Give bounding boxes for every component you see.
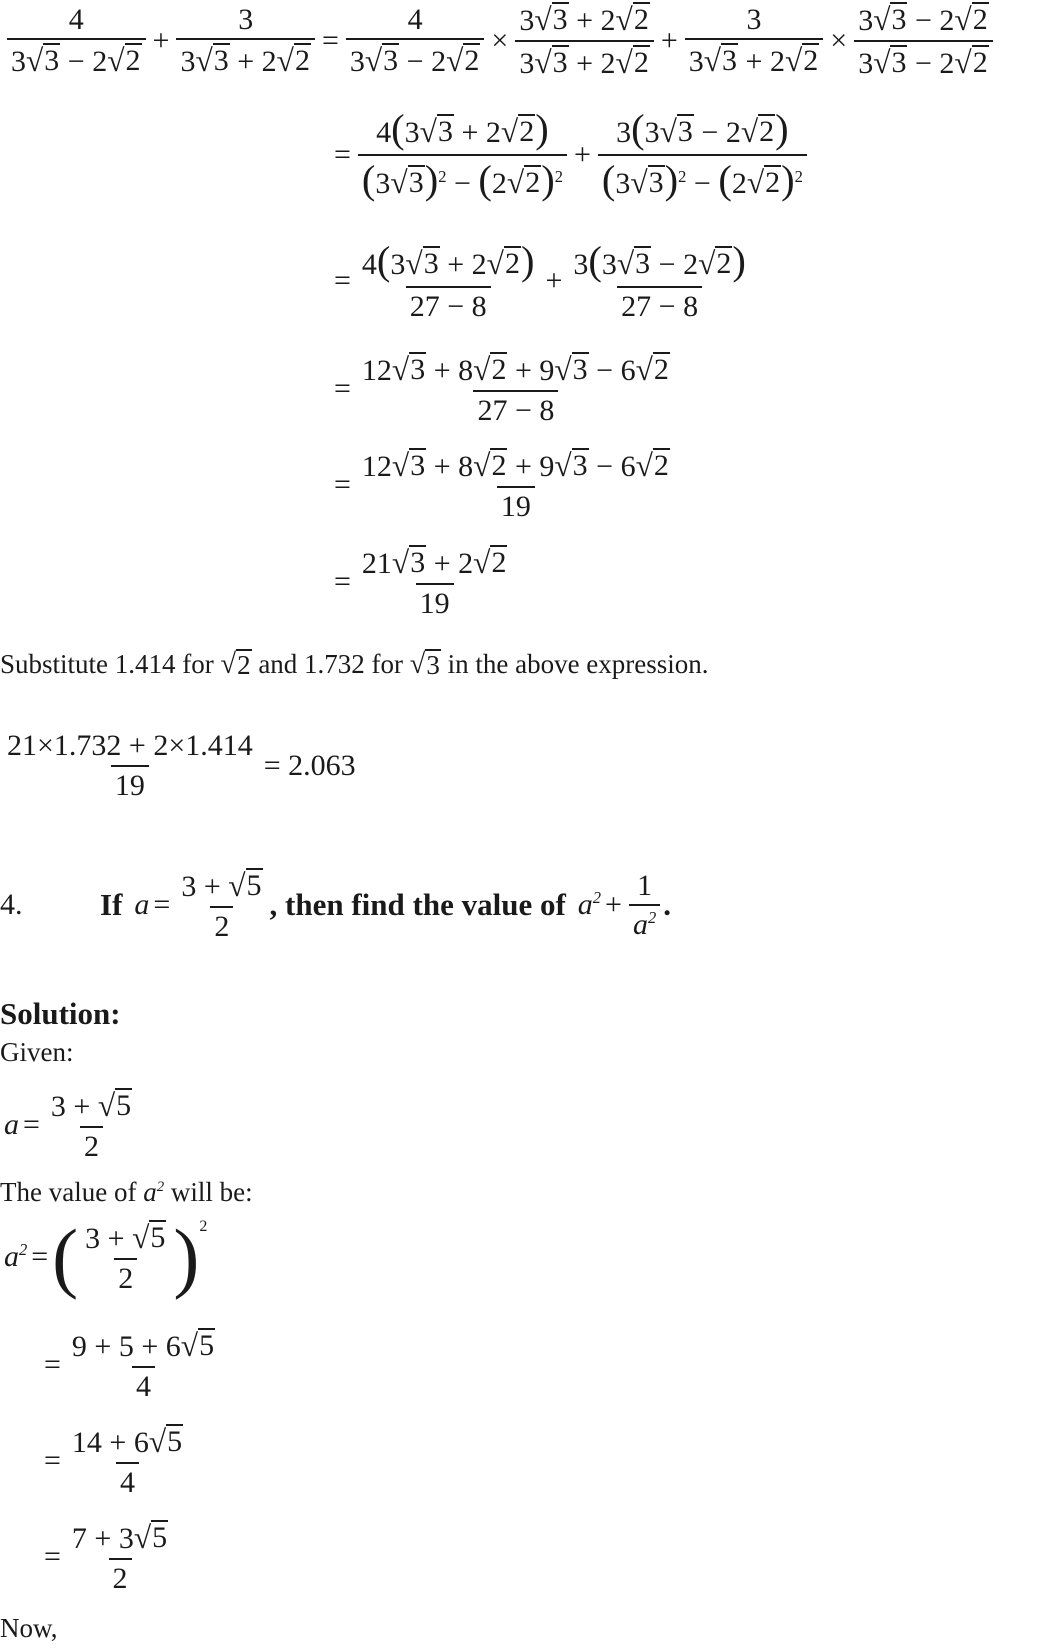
fraction: 4(3 √ 3 + 2 √ 2 ) 27 − 8 bbox=[361, 238, 535, 323]
a-squared-step-4: = 7 + 3 √ 5 2 bbox=[40, 1520, 175, 1594]
fraction: 3 3 √ 3 + 2 √ 2 bbox=[176, 4, 315, 78]
fraction: $\frac{1}{a^2}$ bbox=[629, 870, 660, 941]
question-4: 4. If a = 3 + √ 5 2 , then find the value of $a^2$ + $\frac{1}{a^2}$ . bbox=[0, 868, 671, 943]
fraction: 12 √ 3 + 8 √ 2 + 9 √ 3 − 6 √ 2 19 bbox=[361, 448, 669, 523]
now-label: Now, bbox=[0, 1613, 58, 1643]
fraction: 4 3 √ 3 − 2 √ 2 bbox=[7, 4, 146, 78]
question-number: 4. bbox=[0, 888, 23, 921]
fraction: $\frac{21\times 1.732 + 2\times 1.414}{19}$ bbox=[7, 729, 253, 802]
value-of-a-squared-text: The value of $a^2$ will be: bbox=[0, 1177, 253, 1207]
times-sign: × bbox=[491, 23, 509, 57]
equation-line-6: = 21 √ 3 + 2 √ 2 19 bbox=[330, 545, 514, 619]
equation-line-5: = 12 √ 3 + 8 √ 2 + 9 √ 3 − 6 √ 2 19 bbox=[330, 448, 677, 522]
equation-line-4: = 12 √ 3 + 8 √ 2 + 9 √ 3 − 6 √ 2 27 − 8 bbox=[330, 352, 677, 426]
substitute-paragraph: Substitute 1.414 for √ 2 and 1.732 for √ 3 in the above expression. bbox=[0, 649, 709, 680]
fraction: 21 √ 3 + 2 √ 2 19 bbox=[361, 545, 507, 620]
a-squared-step-1: $a^2$ = ( 3 + √ 5 2 ) 2 bbox=[4, 1213, 208, 1300]
equation-line-1: 4 3 √ 3 − 2 √ 2 + 3 3 √ 3 + 2 √ 2 = 4 3 √ 3 − 2 √ 2 × 3 √ 3 + 2 √ 2 3 √ 3 + 2 √ 2 + 3 3 √ 3 + 2 √ 2 × 3 √ 3 − 2 √ 2 3 √ 3 − 2 √ 2 bbox=[4, 2, 996, 79]
fraction: 3 √ 3 + 2 √ 2 3 √ 3 + 2 √ 2 bbox=[515, 2, 654, 79]
equals-sign: = bbox=[321, 23, 339, 57]
fraction: 3(3 √ 3 − 2 √ 2 ) (3 √ 3 )$^2$ − (2 √ 2 )$^2$ bbox=[598, 108, 807, 201]
fraction: 9 + 5 + 6 √ 5 4 bbox=[71, 1328, 215, 1403]
fraction: 7 + 3 √ 5 2 bbox=[71, 1520, 168, 1595]
fraction: 12 √ 3 + 8 √ 2 + 9 √ 3 − 6 √ 2 27 − 8 bbox=[361, 352, 669, 427]
fraction: 4(3 √ 3 + 2 √ 2 ) (3 √ 3 )$^2$ − (2 √ 2 )$^2$ bbox=[358, 108, 567, 201]
fraction: 3 + √ 5 2 bbox=[181, 868, 262, 943]
a-squared-step-3: = 14 + 6 √ 5 4 bbox=[40, 1424, 190, 1498]
plus-sign: + bbox=[152, 23, 170, 57]
solution-heading: Solution: bbox=[0, 996, 121, 1031]
equation-line-2: = 4(3 √ 3 + 2 √ 2 ) (3 √ 3 )$^2$ − (2 √ 2 )$^2$ + 3(3 √ 3 − 2 √ 2 ) (3 √ 3 )$^2$ − (2 √ 2 )$^2$ bbox=[330, 108, 810, 201]
given-label: Given: bbox=[0, 1037, 74, 1067]
fraction: 3 3 √ 3 + 2 √ 2 bbox=[685, 4, 824, 78]
fraction: 3 + √ 5 2 bbox=[50, 1088, 132, 1163]
fraction: 14 + 6 √ 5 4 bbox=[71, 1424, 183, 1499]
fraction: 3 √ 3 − 2 √ 2 3 √ 3 − 2 √ 2 bbox=[854, 2, 993, 79]
given-equation: a = 3 + √ 5 2 bbox=[4, 1088, 139, 1162]
fraction: 3 + √ 5 2 bbox=[85, 1220, 166, 1295]
fraction: 4 3 √ 3 − 2 √ 2 bbox=[346, 4, 485, 78]
fraction: 3(3 √ 3 − 2 √ 2 ) 27 − 8 bbox=[573, 238, 746, 323]
numeric-evaluation: $\frac{21\times 1.732 + 2\times 1.414}{19}$ = 2.063 bbox=[0, 730, 360, 801]
equation-line-3: = 4(3 √ 3 + 2 √ 2 ) 27 − 8 + 3(3 √ 3 − 2 √ 2 ) 27 − 8 bbox=[330, 240, 753, 322]
a-squared-step-2: = 9 + 5 + 6 √ 5 4 bbox=[40, 1328, 222, 1402]
